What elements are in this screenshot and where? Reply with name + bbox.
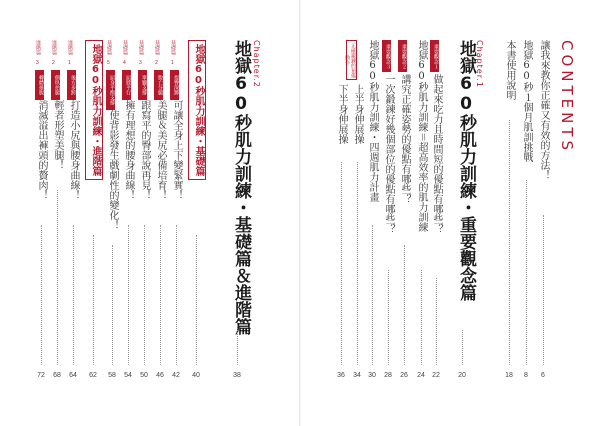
entry-title: 跟寫平的臀部說再見！ bbox=[139, 100, 150, 200]
toc-entry[interactable] bbox=[106, 110, 118, 230]
section-number: 4 bbox=[123, 60, 126, 66]
entry-title: 輕者形塑美腿！ bbox=[52, 100, 63, 170]
page-number: 28 bbox=[384, 372, 392, 379]
section-number: 3 bbox=[139, 60, 142, 66]
leader-dots bbox=[160, 225, 161, 365]
page-number: 72 bbox=[37, 372, 45, 379]
chapter-title[interactable]: 地獄60秒肌力訓練・基礎篇＆進階篇 bbox=[231, 40, 251, 335]
entry-title: 使背影發生戲劇性的變化！ bbox=[107, 110, 118, 230]
toc-entry[interactable] bbox=[415, 40, 427, 232]
leader-dots bbox=[421, 270, 422, 365]
toc-entry[interactable] bbox=[51, 100, 63, 170]
section-number: 3 bbox=[36, 60, 39, 66]
intro-entry[interactable] bbox=[537, 40, 549, 180]
entry-title: 消滅溢出褲頭的贅肉！ bbox=[36, 100, 47, 200]
page-gutter bbox=[299, 0, 301, 426]
page-number: 58 bbox=[108, 372, 116, 379]
page-number: 50 bbox=[140, 372, 148, 379]
intro-entry[interactable] bbox=[503, 40, 515, 100]
toc-entry[interactable] bbox=[430, 74, 442, 234]
entry-title: 可讓全身上下變緊實！ bbox=[171, 100, 182, 200]
page-number: 62 bbox=[89, 372, 97, 379]
leader-dots bbox=[388, 270, 389, 365]
leader-dots bbox=[73, 225, 74, 365]
page-number: 18 bbox=[505, 372, 513, 379]
section-label: 基礎篇 bbox=[154, 40, 160, 55]
section-number: 2 bbox=[52, 60, 55, 66]
exercise-badge: 脫亡分腿 bbox=[154, 70, 163, 100]
section-number: 1 bbox=[68, 60, 71, 66]
page-number: 6 bbox=[541, 372, 545, 379]
exercise-badge: 後方步跨 bbox=[67, 70, 76, 100]
page-number: 54 bbox=[124, 372, 132, 379]
leader-dots bbox=[41, 225, 42, 365]
leader-dots bbox=[372, 225, 373, 365]
toc-entry[interactable] bbox=[335, 84, 347, 144]
exercise-badge: 單腳支撐 bbox=[138, 70, 147, 100]
toc-entry[interactable] bbox=[366, 40, 378, 202]
leader-dots bbox=[128, 225, 129, 365]
toc-entry[interactable] bbox=[398, 74, 410, 204]
section-label: 基礎篇 bbox=[170, 40, 176, 55]
chapter-title[interactable]: 地獄60秒肌力訓練・重要觀念篇 bbox=[456, 40, 476, 301]
chapter-tag: Chapter.2 bbox=[252, 40, 261, 88]
exercise-badge: 轉體捲腹 bbox=[35, 70, 44, 100]
leader-dots bbox=[462, 330, 463, 365]
section-badge: 重要觀念３ bbox=[382, 40, 391, 72]
page-number: 42 bbox=[172, 372, 180, 379]
section-label: 基礎篇 bbox=[106, 40, 112, 55]
intro-entry[interactable] bbox=[520, 40, 532, 162]
section-number: 1 bbox=[171, 60, 174, 66]
section-number: 5 bbox=[107, 60, 110, 66]
page-number: 8 bbox=[524, 372, 528, 379]
entry-title: 打造小尻與腰身曲線！ bbox=[68, 100, 79, 200]
entry-title: 下半身伸展操 bbox=[336, 84, 347, 144]
leader-dots bbox=[57, 190, 58, 365]
leader-dots bbox=[112, 245, 113, 365]
toc-entry[interactable] bbox=[35, 100, 47, 200]
entry-title: 地獄60秒肌力訓練・四週肌力計畫 bbox=[367, 40, 378, 202]
entry-title: 地獄60秒１個月肌訓挑戰 bbox=[521, 40, 532, 162]
entry-title: 本書使用說明 bbox=[504, 40, 515, 100]
contents-heading: CONTENTS bbox=[558, 40, 576, 155]
toc-entry[interactable] bbox=[170, 100, 182, 200]
section-label: 進階篇 bbox=[51, 40, 57, 55]
leader-dots bbox=[196, 235, 197, 365]
page-number: 34 bbox=[353, 372, 361, 379]
leader-dots bbox=[357, 162, 358, 365]
entry-title: 地獄60秒肌力訓練＝超高效率的肌力訓練 bbox=[416, 40, 427, 232]
toc-entry[interactable] bbox=[351, 84, 363, 144]
leader-dots bbox=[436, 278, 437, 365]
section-label: 基礎篇 bbox=[122, 40, 128, 55]
toc-entry[interactable] bbox=[154, 100, 166, 200]
leader-dots bbox=[176, 225, 177, 365]
page-number: 20 bbox=[458, 372, 466, 379]
entry-title: 上半身伸展操 bbox=[352, 84, 363, 144]
toc-entry[interactable] bbox=[122, 100, 134, 200]
section-label: 基礎篇 bbox=[138, 40, 144, 55]
exercise-badge: 提臀深蹲 bbox=[170, 70, 179, 100]
leader-dots bbox=[509, 120, 510, 365]
entry-title: 美腿＆美尻必備培育！ bbox=[155, 100, 166, 200]
page-number: 24 bbox=[417, 372, 425, 379]
warmup-badge: 正確鍛鍊的預備動作 bbox=[346, 40, 357, 80]
page-number: 22 bbox=[432, 372, 440, 379]
entry-title: 做起來吃力且時間短的優點有哪些？ bbox=[431, 74, 442, 234]
section-badge: 重要觀念１ bbox=[430, 40, 439, 72]
page-number: 68 bbox=[53, 372, 61, 379]
page-number: 26 bbox=[400, 372, 408, 379]
page-number: 38 bbox=[233, 372, 241, 379]
toc-entry[interactable] bbox=[67, 100, 79, 200]
section-label: 進階篇 bbox=[67, 40, 73, 55]
section-number: 2 bbox=[155, 60, 158, 66]
exercise-badge: 側臥抬腿 bbox=[51, 70, 60, 100]
entry-title: 讓我來教你正確又有效的方法！ bbox=[538, 40, 549, 180]
page-number: 40 bbox=[192, 372, 200, 379]
toc-entry[interactable] bbox=[138, 100, 150, 200]
entry-title: 講究正確姿勢的優點有哪些？ bbox=[399, 74, 410, 204]
advanced-part-heading[interactable]: 地獄60秒肌力訓練・進階篇 bbox=[85, 40, 103, 180]
leader-dots bbox=[237, 325, 238, 365]
basic-part-heading[interactable]: 地獄60秒肌力訓練・基礎篇 bbox=[188, 40, 206, 180]
exercise-badge: 屈膝平行 bbox=[122, 70, 131, 100]
leader-dots bbox=[404, 245, 405, 365]
leader-dots bbox=[543, 215, 544, 365]
section-badge: 重要觀念２ bbox=[398, 40, 407, 72]
chapter-tag: Chapter.1 bbox=[475, 40, 484, 88]
leader-dots bbox=[341, 162, 342, 365]
exercise-badge: 屈身平衡支撐 bbox=[106, 70, 115, 110]
leader-dots bbox=[144, 225, 145, 365]
page-number: 36 bbox=[337, 372, 345, 379]
page-number: 64 bbox=[69, 372, 77, 379]
entry-title: 擁有理想的腰身曲線！ bbox=[123, 100, 134, 200]
leader-dots bbox=[526, 180, 527, 365]
entry-title: 一次鍛鍊好幾個部位的優點有哪些？ bbox=[383, 74, 394, 234]
leader-dots bbox=[93, 235, 94, 365]
page-number: 30 bbox=[368, 372, 376, 379]
toc-entry[interactable] bbox=[382, 74, 394, 234]
section-label: 進階篇 bbox=[35, 40, 41, 55]
page-number: 46 bbox=[156, 372, 164, 379]
